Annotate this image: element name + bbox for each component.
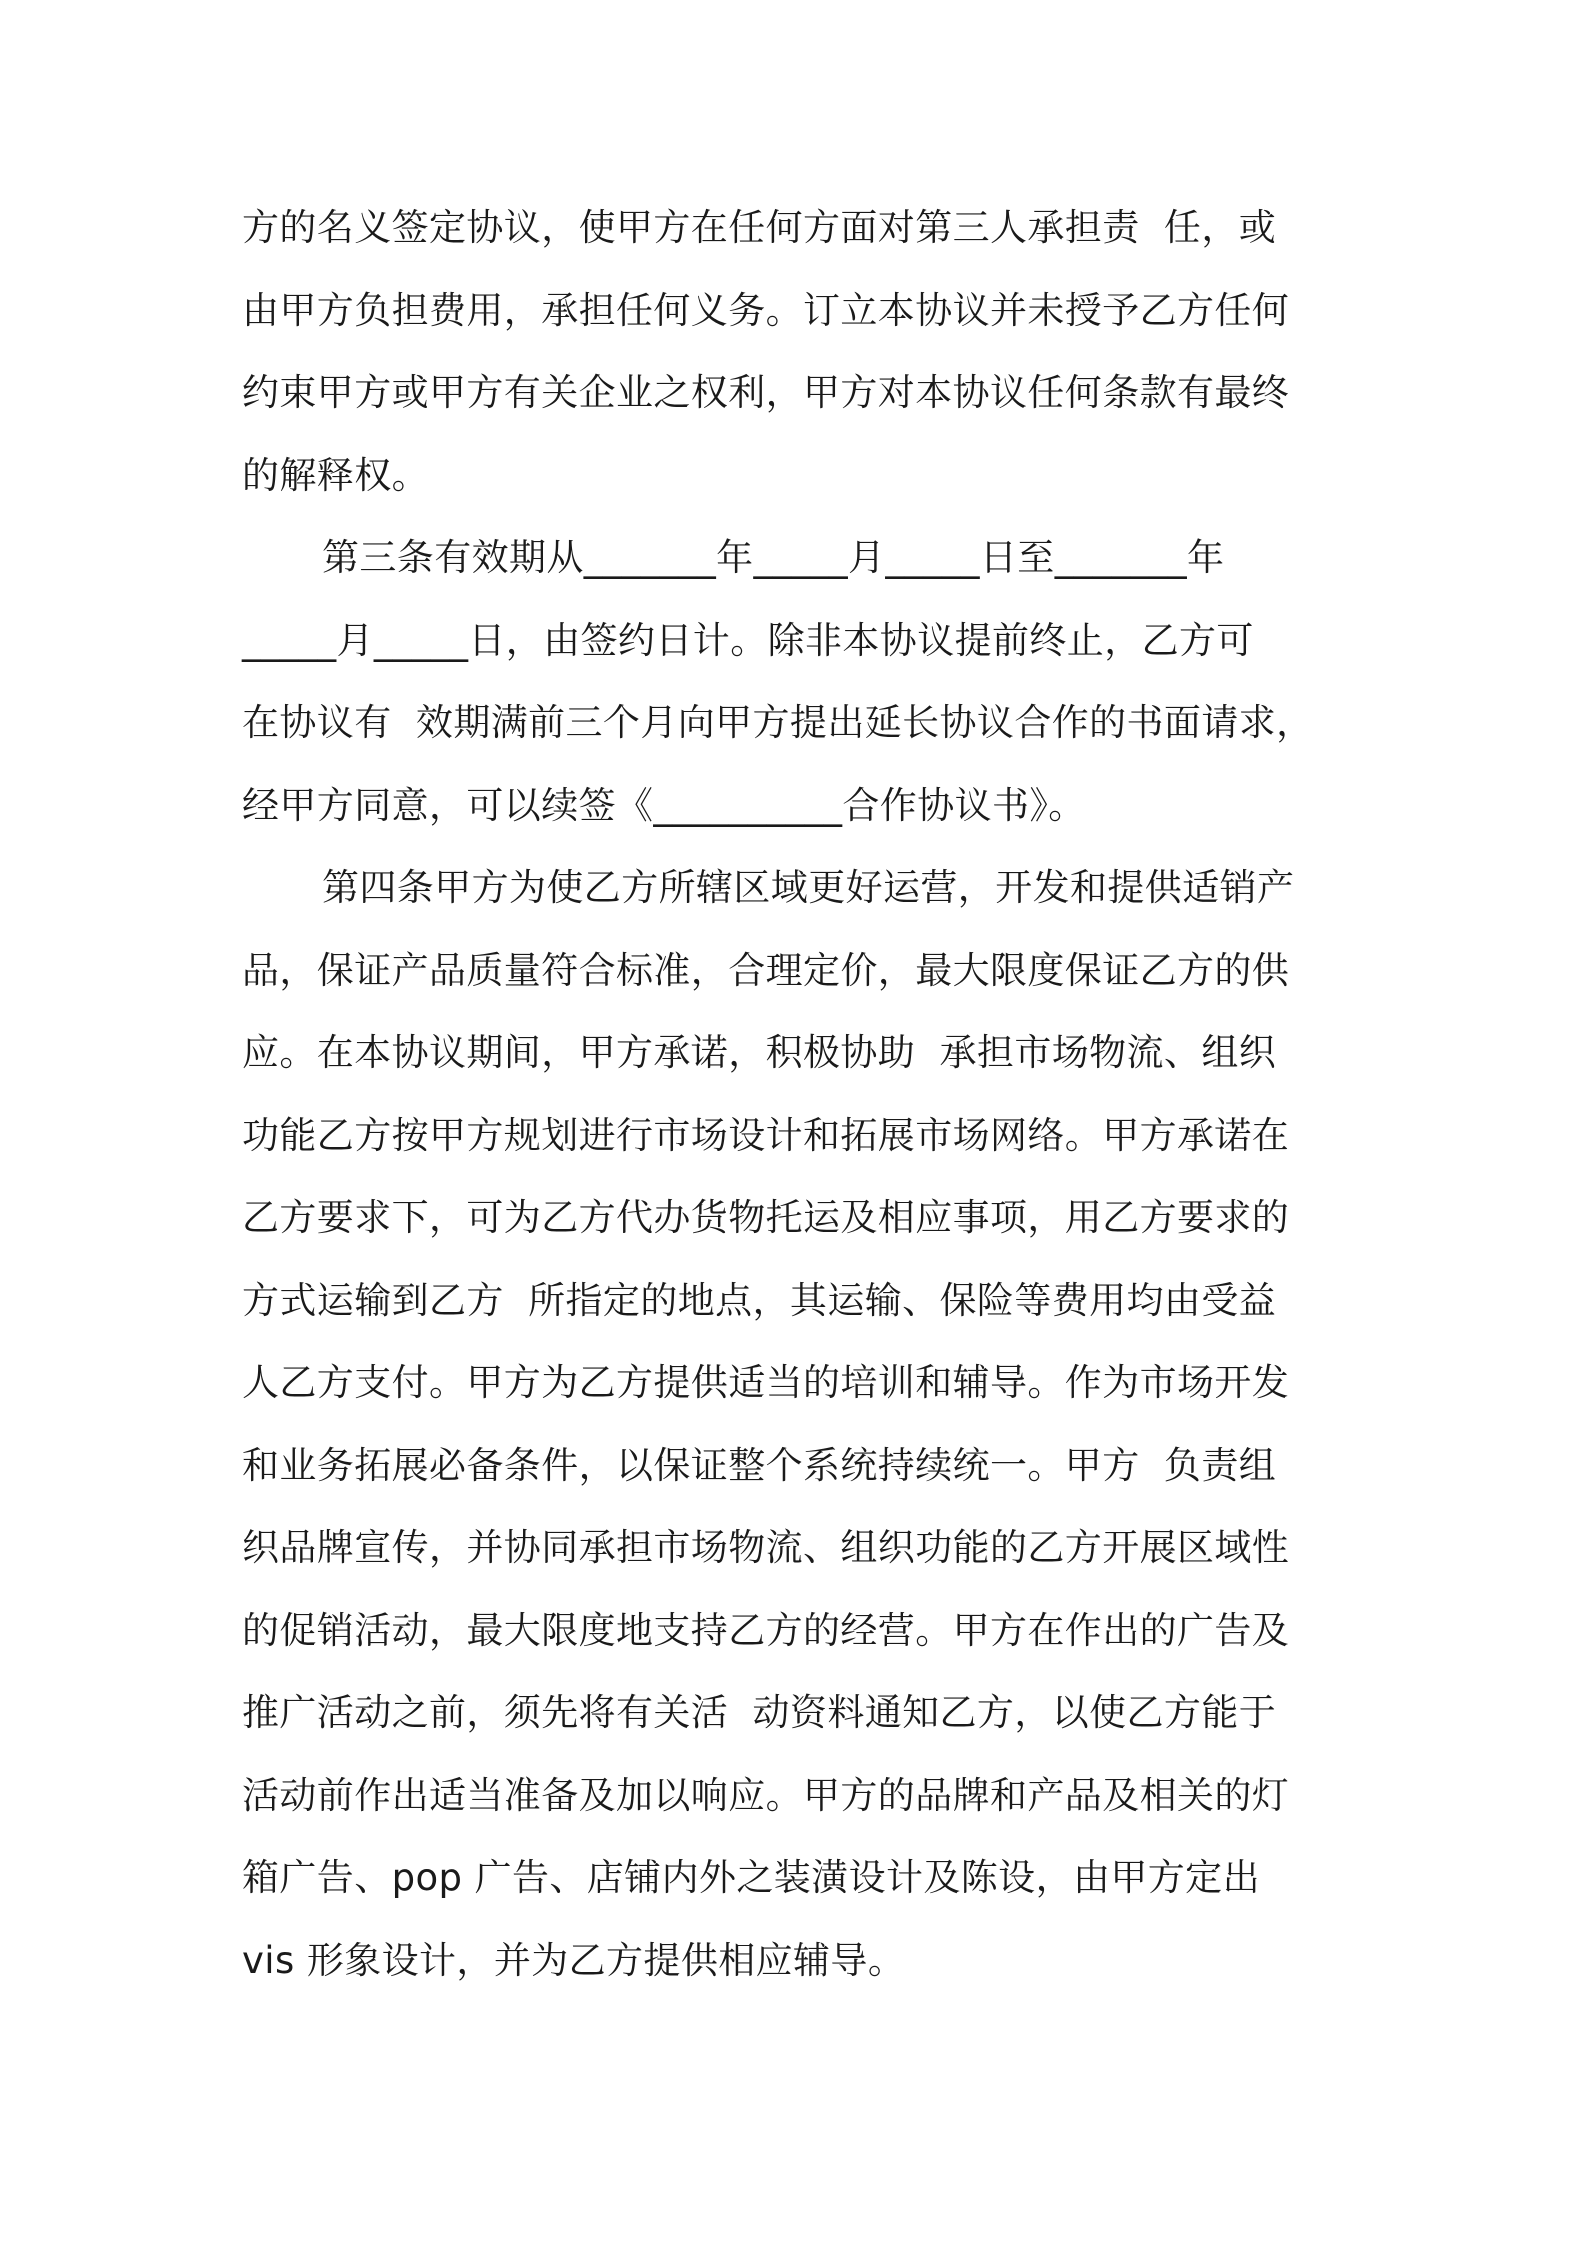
- text-line: 织品牌宣传，并协同承担市场物流、组织功能的乙方开展区域性: [242, 1526, 1290, 1569]
- document-body: [242, 194, 1360, 2009]
- text-line: 人乙方支付。甲方为乙方提供适当的培训和辅导。作为市场开发: [242, 1361, 1290, 1404]
- article-3-heading-line: 第三条有效期从_______年_____月_____日至_______年: [322, 536, 1225, 579]
- text-line: _____月_____日，由签约日计。除非本协议提前终止，乙方可: [242, 618, 1254, 662]
- text-line: 功能乙方按甲方规划进行市场设计和拓展市场网络。甲方承诺在: [242, 1113, 1290, 1157]
- text-line: 由甲方负担费用，承担任何义务。订立本协议并未授予乙方任何: [242, 288, 1290, 332]
- text-line: 的解释权。: [242, 453, 429, 497]
- text-line: vis 形象设计，并为乙方提供相应辅导。: [242, 1938, 906, 1982]
- text-line: 活动前作出适当准备及加以响应。甲方的品牌和产品及相关的灯: [242, 1773, 1290, 1817]
- text-line: 方式运输到乙方 所指定的地点，其运输、保险等费用均由受益: [242, 1278, 1277, 1322]
- text-line: 的促销活动，最大限度地支持乙方的经营。甲方在作出的广告及: [242, 1608, 1290, 1652]
- text-line: 推广活动之前，须先将有关活 动资料通知乙方，以使乙方能于: [242, 1691, 1277, 1734]
- text-line: 在协议有 效期满前三个月向甲方提出延长协议合作的书面请求，: [242, 701, 1314, 744]
- text-line: 经甲方同意，可以续签《__________合作协议书》。: [242, 783, 1086, 827]
- text-line: 乙方要求下，可为乙方代办货物托运及相应事项，用乙方要求的: [242, 1196, 1290, 1239]
- text-line: 和业务拓展必备条件，以保证整个系统持续统一。甲方 负责组: [242, 1443, 1277, 1487]
- text-line: 品，保证产品质量符合标准，合理定价，最大限度保证乙方的供: [242, 948, 1290, 992]
- text-line: 约束甲方或甲方有关企业之权利，甲方对本协议任何条款有最终: [242, 371, 1290, 414]
- article-4-heading-line: 第四条甲方为使乙方所辖区域更好运营，开发和提供适销产: [322, 866, 1295, 909]
- text-line: 箱广告、pop 广告、店铺内外之装潢设计及陈设，由甲方定出: [242, 1856, 1260, 1899]
- text-line: 方的名义签定协议，使甲方在任何方面对第三人承担责 任，或: [242, 206, 1277, 249]
- text-line: 应。在本协议期间，甲方承诺，积极协助 承担市场物流、组织: [242, 1031, 1277, 1074]
